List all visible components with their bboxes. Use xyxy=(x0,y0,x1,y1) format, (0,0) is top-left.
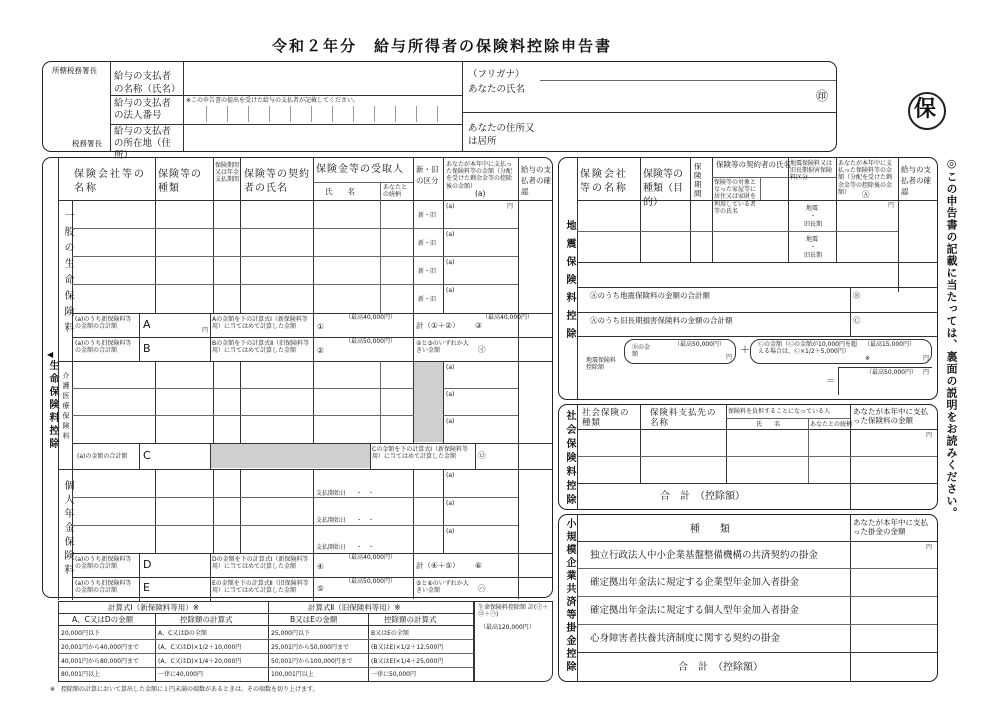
mark-a-4: (a) xyxy=(446,287,455,294)
num-2: ② xyxy=(317,346,324,355)
f1-r1a: 20,000円以下 xyxy=(61,630,100,637)
quake-col-type: 保険等の種類（目的） xyxy=(643,169,683,208)
f2-r2a: 25,001円から50,000円まで xyxy=(271,644,349,651)
quake-c-formula: Ⓒの金額（Ⓒの金額が10,000円を超える場合は、Ⓒ×1/2＋5,000円） xyxy=(758,341,857,356)
mark-a-8: (a) xyxy=(446,472,455,479)
newold-1: 新・旧 xyxy=(418,212,437,219)
life-col-company: 保険会社等の名称 xyxy=(74,169,146,194)
mark-a-3: (a) xyxy=(446,259,455,266)
pension-start-2: 支払開始日 xyxy=(316,517,347,524)
sum-12: 計（①＋②） xyxy=(416,321,460,330)
f2-r2b: (B又はE)×1/2＋12,500円 xyxy=(371,644,444,651)
social-col-payer-rel: あなたとの続柄 xyxy=(810,421,853,428)
quake-note-mark: ※ xyxy=(865,355,871,362)
life-col-type: 保険等の種類 xyxy=(158,169,202,194)
newold-2: 新・旧 xyxy=(418,240,437,247)
side-note: ◎この申告書の記載に当たっては、裏面の説明をお読みください。 xyxy=(945,157,958,519)
small-section-label: 小規模企業共済等掛金控除 xyxy=(564,518,575,674)
quake-cat-1-quake: 地震 xyxy=(806,205,819,212)
yen-a-1: 円 xyxy=(507,203,514,210)
quake-row-quake: Ⓐのうち地震保険料の金額の合計額 xyxy=(590,291,710,300)
row-B-label: (a)のうち旧保険料等の金額の合計額 xyxy=(75,340,132,355)
pension-dots-1: ・ ・ xyxy=(356,490,375,497)
small-yen: 円 xyxy=(926,544,933,551)
mark-a-10: (a) xyxy=(446,528,455,535)
quake-b-amount: Ⓑの金額 xyxy=(632,344,651,359)
formula-2-h-b: 控除額の計算式 xyxy=(384,615,437,624)
quake-total-yen: 円 xyxy=(923,369,930,376)
formula-2-title: 計算式Ⅱ（旧保険料等用）※ xyxy=(308,603,401,612)
f2-r3b: (B又はE)×1/4＋25,000円 xyxy=(371,658,444,665)
f1-r3b: (A、C又はD)×1/4＋20,000円 xyxy=(158,658,242,665)
social-col-payer-name: 氏 名 xyxy=(756,421,781,428)
num-5: ⑤ xyxy=(317,584,324,593)
mark-A: A xyxy=(143,318,151,331)
life-col-receiver-rel: あなたとの続柄 xyxy=(383,184,408,199)
footnote: ※ 控除額の計算において算出した金額に１円未満の端数があるときは、その端数を切り上げます。 xyxy=(50,686,319,693)
max-B: （最高50,000円） xyxy=(345,338,396,345)
quake-b-max: （最高50,000円） xyxy=(674,341,725,348)
address-label: あなたの住所又は居所 xyxy=(468,123,535,147)
mark-a-7: (a) xyxy=(446,418,455,425)
small-col-paid: あなたが本年中に支払った掛金の金額 xyxy=(853,518,928,536)
mark-D: D xyxy=(143,558,152,571)
calc-D: Dの金額を下の計算式Ⅰ（新保険料等用）に当てはめて計算した金額 xyxy=(212,556,309,571)
f2-r1b: B又はEの全額 xyxy=(371,630,409,637)
social-col-payer: 保険料を負担することになっている人 xyxy=(728,408,831,415)
social-section-label: 社会保険料控除 xyxy=(564,410,575,508)
quake-col-insured: 保険等の対象となった家屋等に居住又は家財を利用している者等の氏名 xyxy=(714,179,757,215)
f1-r4b: 一律に40,000円 xyxy=(158,671,203,678)
quake-col-confirm: 給与の支払者の確認 xyxy=(901,165,931,196)
small-item-2: 確定拠出年金法に規定する企業型年金加入者掛金 xyxy=(590,577,800,588)
f1-r1b: A、C又はDの全額 xyxy=(158,630,207,637)
sum-45: 計（④＋⑤） xyxy=(416,561,460,570)
mark-a-9: (a) xyxy=(446,500,455,507)
mark-a-5: (a) xyxy=(446,364,455,371)
page-title: 令和２年分 給与所得者の保険料控除申告書 xyxy=(272,37,613,55)
quake-cat-2-dot: ・ xyxy=(810,244,817,251)
quake-col-paid-mark: Ⓐ xyxy=(862,190,870,199)
mark-i: ㋑ xyxy=(478,345,486,354)
mark-C: C xyxy=(143,449,151,462)
payer-number-note: ※この申告書の提出を受けた給与の支払者が記載してください。 xyxy=(186,97,360,104)
payer-number-label: 給与の支払者の法人番号 xyxy=(114,98,172,121)
life-total-max: （最高120,000円） xyxy=(480,624,535,631)
mark-ha: ㋩ xyxy=(478,584,486,593)
quake-cat-1-dot: ・ xyxy=(810,213,817,220)
f2-r4a: 100,001円以上 xyxy=(271,671,314,678)
quake-cat-2-quake: 地震 xyxy=(806,236,819,243)
quake-total-max: （最高50,000円） xyxy=(866,369,917,376)
social-col-dest: 保険料支払先の名称 xyxy=(650,408,717,429)
newold-3: 新・旧 xyxy=(418,268,437,275)
pension-start-1: 支払開始日 xyxy=(316,490,347,497)
quake-cat-1-old: 旧長期 xyxy=(804,221,823,228)
medical-label: 介護医療保険料 xyxy=(62,372,70,442)
formula-1-h-b: 控除額の計算式 xyxy=(180,615,233,624)
num-1: ① xyxy=(317,322,324,331)
small-col-type: 種 類 xyxy=(690,524,730,535)
pension-dots-2: ・ ・ xyxy=(356,517,375,524)
f2-r3a: 50,001円から100,000円まで xyxy=(271,658,353,665)
max-E: （最高50,000円） xyxy=(345,578,396,585)
mark-a-1: (a) xyxy=(446,203,455,210)
pension-dots-3: ・ ・ xyxy=(356,544,375,551)
life-col-paid-mark: (a) xyxy=(475,189,486,198)
calc-B: Bの金額を下の計算式Ⅱ（旧保険料等用）に当てはめて計算した金額 xyxy=(212,340,310,355)
quake-mark-C: Ⓒ xyxy=(853,316,861,325)
payer-name-label: 給与の支払者の名称（氏名） xyxy=(114,71,181,95)
tax-office-suffix: 税務署長 xyxy=(72,139,102,148)
quake-yen-1: 円 xyxy=(888,202,895,209)
life-col-confirm: 給与の支払者の確認 xyxy=(521,165,551,196)
row-E-label: (a)のうち旧保険料等の金額の合計額 xyxy=(75,580,132,595)
quake-cat-2-old: 旧長期 xyxy=(804,252,823,259)
furigana-label: （フリガナ） xyxy=(468,69,525,80)
calc-C: Cの金額を下の計算式Ⅰ（新保険料等用）に当てはめて計算した金額 xyxy=(372,446,468,461)
quake-col-contractor: 保険等の契約者の氏名 xyxy=(716,160,791,169)
quake-section-label: 地震保険料控除 xyxy=(564,220,575,346)
quake-eq: ＝ xyxy=(826,377,836,387)
life-col-newold: 新・旧の区分 xyxy=(416,165,439,185)
mark-a-2: (a) xyxy=(446,231,455,238)
quake-col-period: 保険期間 xyxy=(694,162,702,198)
life-col-paid: あなたが本年中に支払った保険料等の金額（分配を受けた剰余金等の控除後の金額） xyxy=(446,161,513,190)
payer-address-label: 給与の支払者の所在地（住所） xyxy=(114,126,172,161)
tax-office-label: 所轄税務署長 xyxy=(52,66,97,75)
small-item-1: 独立行政法人中小企業基盤整備機構の共済契約の掛金 xyxy=(590,550,819,561)
quake-col-paid: あなたが本年中に支払った保険料等の金額（分配を受けた剰余金等の控除後の金額） xyxy=(838,160,893,196)
mark-E: E xyxy=(143,581,150,594)
f2-r4b: 一律に50,000円 xyxy=(371,671,416,678)
social-total: 合 計 （控除額） xyxy=(660,491,745,502)
f1-r2a: 20,001円から40,000円まで xyxy=(61,644,139,651)
payer-number-field[interactable] xyxy=(186,106,458,122)
small-item-4: 心身障害者扶養共済制度に関する契約の掛金 xyxy=(590,633,781,644)
yen-A: 円 xyxy=(202,327,209,334)
quake-deduct-label: 地震保険料控除額 xyxy=(586,357,617,372)
row-D-label: (a)のうち新保険料等の金額の合計額 xyxy=(75,556,132,571)
address-field[interactable] xyxy=(545,115,833,149)
payer-name-field[interactable] xyxy=(186,64,458,93)
quake-col-category: 地震保険料又は旧長期損害保険料区分 xyxy=(790,160,833,182)
life-insurance-section xyxy=(42,157,553,598)
f1-r4a: 80,001円以上 xyxy=(61,671,100,678)
mark-a-6: (a) xyxy=(446,391,455,398)
quake-col-company: 保険会社等の名称 xyxy=(580,169,628,194)
formula-1-h-a: A、C又はDの金額 xyxy=(72,615,134,624)
life-col-contractor: 保険等の契約者の氏名 xyxy=(244,169,310,194)
quake-plus: ＋ xyxy=(740,345,750,356)
calc-E: Eの金額を下の計算式Ⅱ（旧保険料等用）に当てはめて計算した金額 xyxy=(212,580,309,595)
payer-address-field[interactable] xyxy=(186,127,458,149)
row-C-label: (a)の金額の合計額 xyxy=(77,453,128,460)
social-col-type: 社会保険の種類 xyxy=(582,408,630,429)
formula-1-title: 計算式Ⅰ（新保険料等用）※ xyxy=(108,603,199,612)
social-col-paid: あなたが本年中に支払った保険料の金額 xyxy=(853,407,928,425)
f1-r2b: (A、C又はD)×1/2＋10,000円 xyxy=(158,644,242,651)
quake-c-max: （最高15,000円） xyxy=(864,341,915,348)
badge-text: 保 xyxy=(914,97,937,122)
name-label: あなたの氏名 xyxy=(468,84,526,95)
quake-c-yen: 円 xyxy=(923,355,930,362)
mark-ro: ㋺ xyxy=(478,451,486,460)
small-business-section xyxy=(558,514,938,682)
greater-56: ⑤と⑥のいずれか大きい金額 xyxy=(416,580,469,595)
calc-A: Aの金額を下の計算式Ⅰ（新保険料等用）に当てはめて計算した金額 xyxy=(212,316,308,331)
life-col-receiver: 保険金等の受取人 xyxy=(316,164,404,175)
life-col-receiver-name: 氏 名 xyxy=(325,187,355,196)
life-section-label: 生命保険料控除 xyxy=(47,360,58,451)
general-life-label: 一般の生命保険料 xyxy=(62,210,73,338)
formula-2-h-a: B又はEの金額 xyxy=(290,615,338,624)
pension-label: 個人年金保険料 xyxy=(62,480,73,578)
greater-23: ②と③のいずれか大きい金額 xyxy=(416,340,469,355)
f1-r3a: 40,001円から80,000円まで xyxy=(61,658,139,665)
quake-mark-B: Ⓑ xyxy=(853,291,861,300)
seal-mark: ㊞ xyxy=(816,89,829,103)
small-item-3: 確定拠出年金法に規定する個人型年金加入者掛金 xyxy=(590,605,800,616)
max-3: （最高40,000円） xyxy=(482,314,533,321)
f2-r1a: 25,000円以下 xyxy=(271,630,310,637)
max-A: （最高40,000円） xyxy=(345,314,396,321)
social-yen: 円 xyxy=(926,432,933,439)
life-total-label: 生命保険料控除額 計(㋑＋㋺＋㋩) xyxy=(478,604,549,619)
name-field[interactable] xyxy=(545,82,815,110)
max-D: （最高40,000円） xyxy=(345,554,396,561)
num-6: ⑥ xyxy=(475,561,482,570)
num-4: ④ xyxy=(317,562,324,571)
newold-4: 新・旧 xyxy=(418,296,437,303)
arrow-marker: ◀ xyxy=(47,350,54,359)
quake-row-old: Ⓐのうち旧長期損害保険料の金額の合計額 xyxy=(590,316,733,325)
row-A-label: (a)のうち新保険料等の金額の合計額 xyxy=(75,316,132,331)
mark-B: B xyxy=(143,342,151,355)
life-col-period: 保険期間又は年金支払期間 xyxy=(215,162,240,184)
small-total: 合 計 （控除額） xyxy=(678,662,763,673)
pension-start-3: 支払開始日 xyxy=(316,544,347,551)
num-3: ③ xyxy=(475,321,482,330)
quake-b-yen: 円 xyxy=(726,354,733,361)
